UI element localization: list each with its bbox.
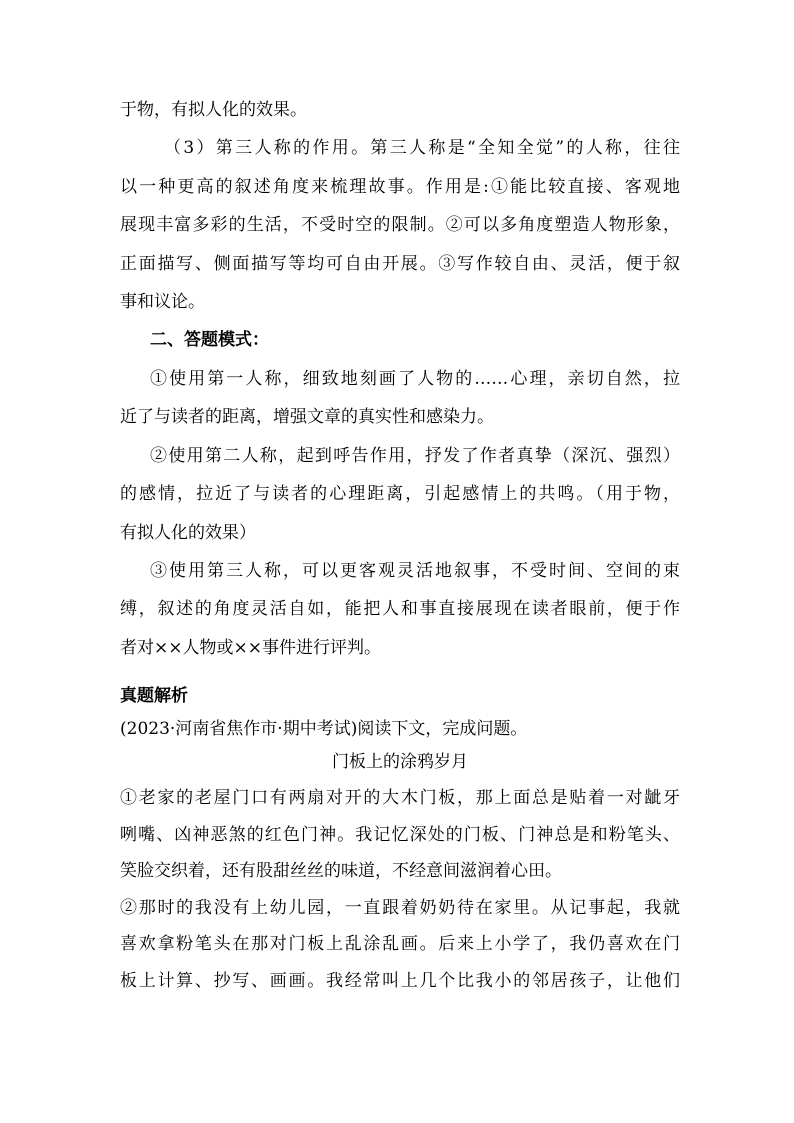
passage-p2-line-2: 喜欢拿粉笔头在那对门板上乱涂乱画。后来上小学了，我仍喜欢在门 (120, 934, 680, 954)
answer-p2-line-1: ②使用第二人称，起到呼告作用，抒发了作者真挚（深沉、强烈） (150, 446, 680, 466)
answer-p3-line-2: 缚，叙述的角度灵活自如，能把人和事直接展现在读者眼前，便于作 (120, 599, 680, 619)
exam-heading: 真题解析 (120, 686, 188, 706)
answer-p2-line-2: 的感情，拉近了与读者的心理距离，引起感情上的共鸣。（用于物， (120, 484, 680, 504)
notes-line-2: （3）第三人称的作用。第三人称是“全知全觉”的人称，往往 (164, 138, 680, 158)
passage-p2-line-1: ②那时的我没有上幼儿园，一直跟着奶奶待在家里。从记事起，我就 (120, 898, 680, 918)
passage-p1-line-2: 咧嘴、凶神恶煞的红色门神。我记忆深处的门板、门神总是和粉笔头、 (120, 825, 680, 845)
notes-line-1: 于物，有拟人化的效果。 (120, 100, 307, 120)
answer-p3-line-1: ③使用第三人称，可以更客观灵活地叙事，不受时间、空间的束 (150, 561, 680, 581)
answer-mode-heading: 二、答题模式： (150, 330, 269, 350)
passage-p2-line-3: 板上计算、抄写、画画。我经常叫上几个比我小的邻居孩子，让他们 (120, 971, 680, 991)
notes-line-6: 事和议论。 (120, 292, 205, 312)
answer-p3-line-3: 者对××人物或××事件进行评判。 (120, 638, 381, 658)
exam-source: (2023·河南省焦作市·期中考试)阅读下文，完成问题。 (120, 719, 528, 739)
notes-line-5: 正面描写、侧面描写等均可自由开展。③写作较自由、灵活，便于叙 (120, 254, 680, 274)
answer-p1-line-1: ①使用第一人称，细致地刻画了人物的……心理，亲切自然，拉 (150, 369, 680, 389)
answer-p2-line-3: 有拟人化的效果） (120, 523, 256, 543)
notes-line-3: 以一种更高的叙述角度来梳理故事。作用是:①能比较直接、客观地 (120, 177, 680, 197)
passage-title: 门板上的涂鸦岁月 (332, 752, 468, 772)
passage-p1-line-1: ①老家的老屋门口有两扇对开的大木门板，那上面总是贴着一对龇牙 (120, 788, 680, 808)
passage-p1-line-3: 笑脸交织着，还有股甜丝丝的味道，不经意间滋润着心田。 (120, 861, 562, 881)
answer-p1-line-2: 近了与读者的距离，增强文章的真实性和感染力。 (120, 407, 494, 427)
notes-line-4: 展现丰富多彩的生活，不受时空的限制。②可以多角度塑造人物形象， (120, 215, 680, 235)
